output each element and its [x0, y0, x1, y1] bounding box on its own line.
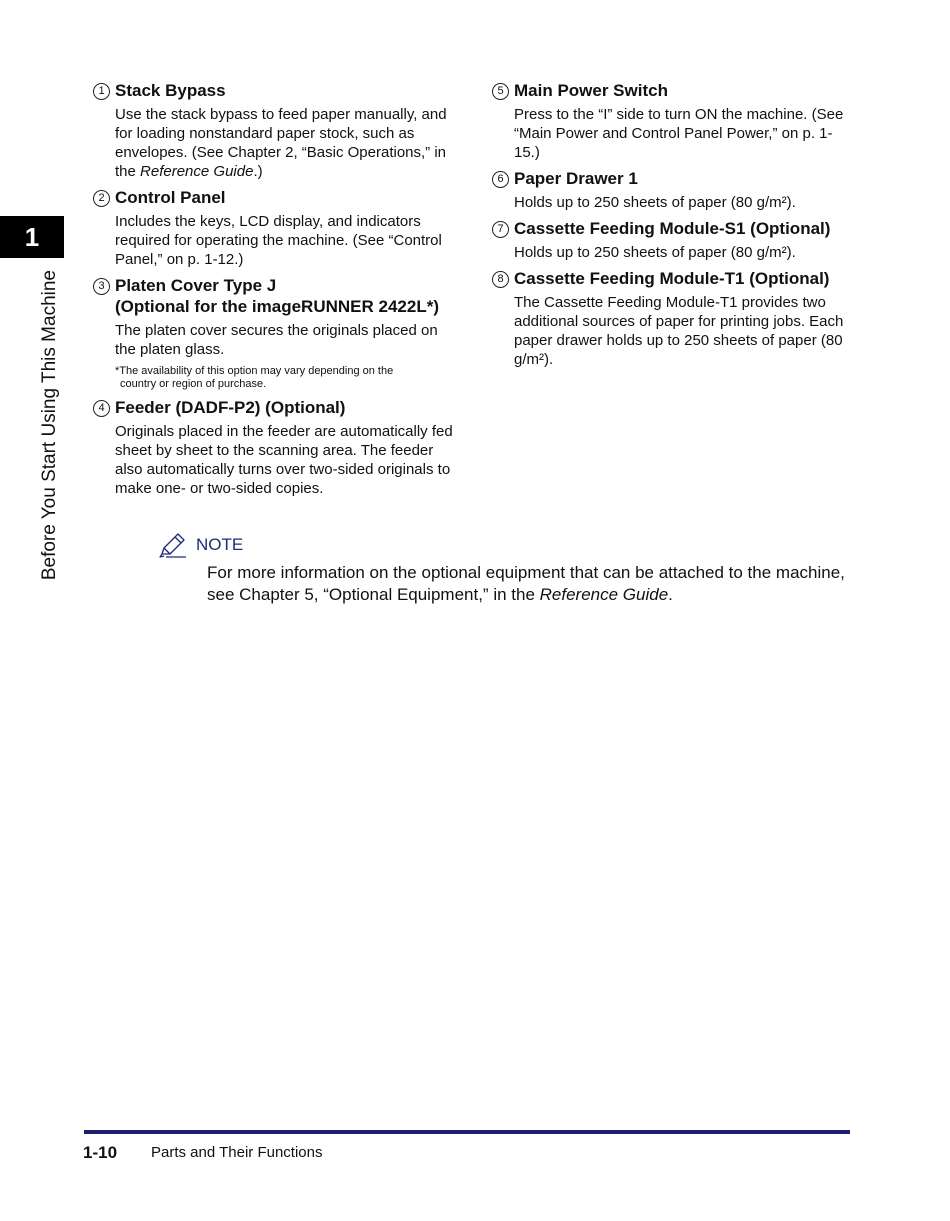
- item-number: 3: [93, 278, 110, 295]
- item-number: 2: [93, 190, 110, 207]
- item-description: The platen cover secures the originals placed on the platen glass.: [115, 322, 438, 358]
- item-title: Platen Cover Type J (Optional for the imageRUNNER 2422L*): [115, 276, 439, 316]
- item-description: Holds up to 250 sheets of paper (80 g/m²).: [514, 194, 796, 211]
- item-title: Paper Drawer 1: [514, 169, 638, 188]
- item-paper-drawer: [492, 168, 852, 212]
- item-platen-cover: [93, 275, 453, 391]
- item-description: Includes the keys, LCD display, and indicators required for operating the machine. (See “Control Panel,” on p. 1-12.): [115, 213, 442, 268]
- footer-rule: [84, 1130, 850, 1134]
- item-title: Cassette Feeding Module-S1 (Optional): [514, 219, 831, 238]
- note-label: NOTE: [196, 535, 244, 554]
- item-footnote: *The availability of this option may vary depending on the country or region of purchase.: [115, 365, 394, 390]
- left-column: [93, 80, 453, 504]
- item-cassette-t1: [492, 268, 852, 369]
- item-number: 8: [492, 271, 509, 288]
- item-main-power-switch: [492, 80, 852, 162]
- pencil-icon: [158, 532, 188, 558]
- item-title: Feeder (DADF-P2) (Optional): [115, 398, 346, 417]
- chapter-tab: [0, 216, 64, 258]
- page-number: 1-10: [83, 1143, 118, 1162]
- footer-section-title: Parts and Their Functions: [151, 1144, 323, 1161]
- item-title: Stack Bypass: [115, 81, 226, 100]
- item-feeder: [93, 397, 453, 498]
- item-number: 1: [93, 83, 110, 100]
- note-text: For more information on the optional equipment that can be attached to the machine, see Chapter 5, “Optional Equipment,” in the Reference Guide.: [207, 563, 845, 604]
- item-title: Control Panel: [115, 188, 226, 207]
- item-number: 6: [492, 171, 509, 188]
- right-column: [492, 80, 852, 375]
- chapter-number: 1: [24, 221, 40, 252]
- item-description: Use the stack bypass to feed paper manually, and for loading nonstandard paper stock, such as envelopes. (See Chapter 2, “Basic Operations,” in the Reference Guide.): [115, 106, 447, 180]
- item-number: 4: [93, 400, 110, 417]
- item-description: The Cassette Feeding Module-T1 provides two additional sources of paper for printing jobs. Each paper drawer holds up to 250 sheets of paper (80 g/m²).: [514, 294, 844, 368]
- item-cassette-s1: [492, 218, 852, 262]
- item-number: 5: [492, 83, 509, 100]
- chapter-side-title: Before You Start Using This Machine: [39, 270, 60, 581]
- item-description: Holds up to 250 sheets of paper (80 g/m²).: [514, 244, 796, 261]
- item-stack-bypass: [93, 80, 453, 181]
- item-control-panel: [93, 187, 453, 269]
- item-number: 7: [492, 221, 509, 238]
- item-title: Main Power Switch: [514, 81, 668, 100]
- item-description: Originals placed in the feeder are automatically fed sheet by sheet to the scanning area. The feeder also automatically turns over two-sided originals to make one- or two-sided copies.: [115, 423, 453, 497]
- note-block: [158, 532, 858, 606]
- item-title: Cassette Feeding Module-T1 (Optional): [514, 269, 830, 288]
- item-description: Press to the “I” side to turn ON the machine. (See “Main Power and Control Panel Power,” on p. 1-15.): [514, 106, 844, 161]
